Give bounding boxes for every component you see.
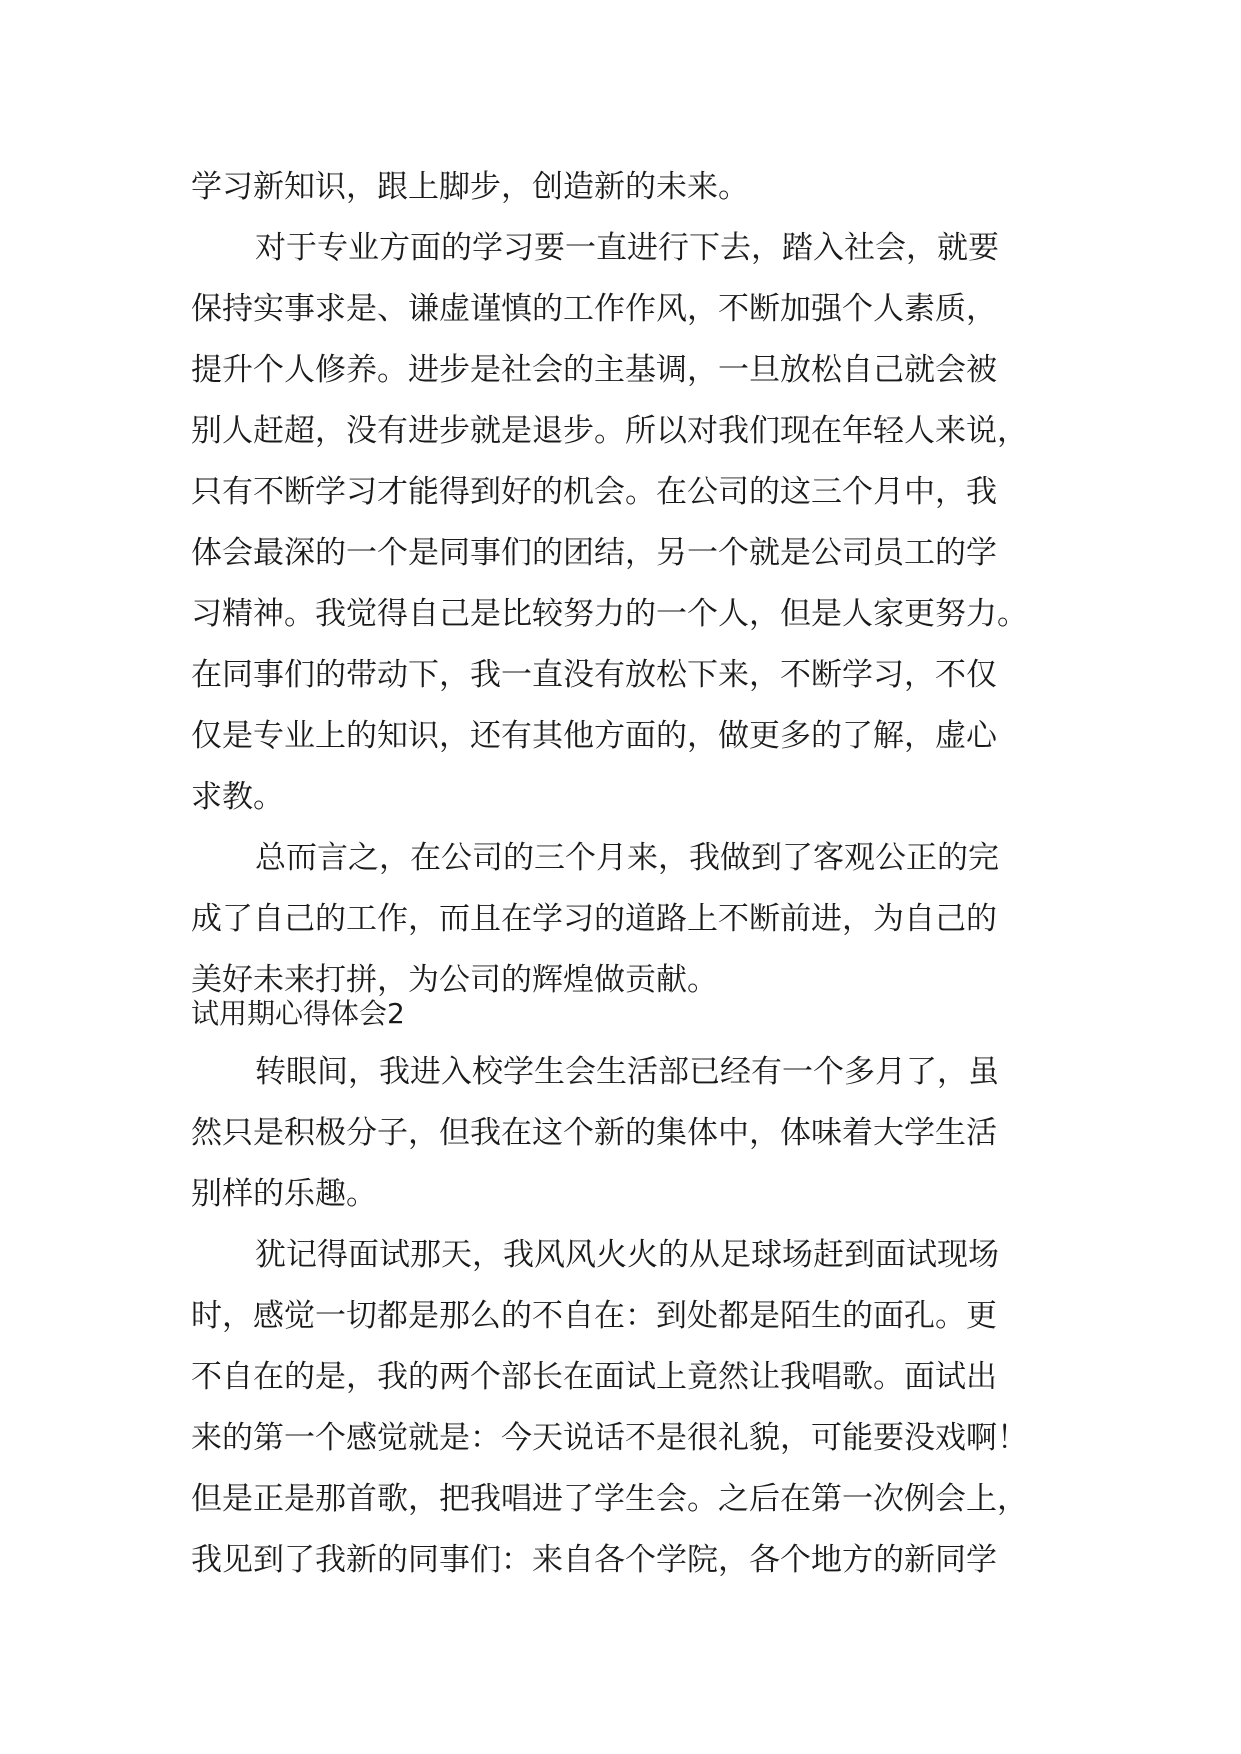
paragraph-line: 对于专业方面的学习要一直进行下去，踏入社会，就要 bbox=[255, 230, 999, 266]
section-heading: 试用期心得体会2 bbox=[191, 997, 405, 1030]
paragraph-line: 习精神。我觉得自己是比较努力的一个人，但是人家更努力。 bbox=[191, 596, 1028, 632]
paragraph-line: 转眼间，我进入校学生会生活部已经有一个多月了，虽 bbox=[255, 1054, 999, 1090]
paragraph-line: 体会最深的一个是同事们的团结，另一个就是公司员工的学 bbox=[191, 535, 997, 571]
paragraph-line: 总而言之，在公司的三个月来，我做到了客观公正的完 bbox=[255, 840, 999, 876]
paragraph-line: 保持实事求是、谦虚谨慎的工作作风，不断加强个人素质， bbox=[191, 291, 997, 327]
paragraph-line: 我见到了我新的同事们：来自各个学院，各个地方的新同学 bbox=[191, 1542, 997, 1578]
paragraph-line: 时，感觉一切都是那么的不自在：到处都是陌生的面孔。更 bbox=[191, 1298, 997, 1334]
paragraph-line: 别人赶超，没有进步就是退步。所以对我们现在年轻人来说， bbox=[191, 413, 1028, 449]
paragraph-line: 只有不断学习才能得到好的机会。在公司的这三个月中，我 bbox=[191, 474, 997, 510]
paragraph-line: 但是正是那首歌，把我唱进了学生会。之后在第一次例会上， bbox=[191, 1481, 1028, 1517]
paragraph-line: 提升个人修养。进步是社会的主基调，一旦放松自己就会被 bbox=[191, 352, 997, 388]
paragraph-line: 来的第一个感觉就是：今天说话不是很礼貌，可能要没戏啊！ bbox=[191, 1420, 1028, 1456]
paragraph-line: 不自在的是，我的两个部长在面试上竟然让我唱歌。面试出 bbox=[191, 1359, 997, 1395]
paragraph-line: 仅是专业上的知识，还有其他方面的，做更多的了解，虚心 bbox=[191, 718, 997, 754]
paragraph-line: 犹记得面试那天，我风风火火的从足球场赶到面试现场 bbox=[255, 1237, 999, 1273]
paragraph-line: 求教。 bbox=[191, 779, 284, 815]
paragraph-line: 成了自己的工作，而且在学习的道路上不断前进，为自己的 bbox=[191, 901, 997, 937]
paragraph-line: 别样的乐趣。 bbox=[191, 1176, 377, 1212]
paragraph-line: 在同事们的带动下，我一直没有放松下来，不断学习，不仅 bbox=[191, 657, 997, 693]
paragraph-line: 学习新知识，跟上脚步，创造新的未来。 bbox=[191, 169, 749, 205]
paragraph-line: 然只是积极分子，但我在这个新的集体中，体味着大学生活 bbox=[191, 1115, 997, 1151]
paragraph-line: 美好未来打拼，为公司的辉煌做贡献。 bbox=[191, 962, 718, 998]
